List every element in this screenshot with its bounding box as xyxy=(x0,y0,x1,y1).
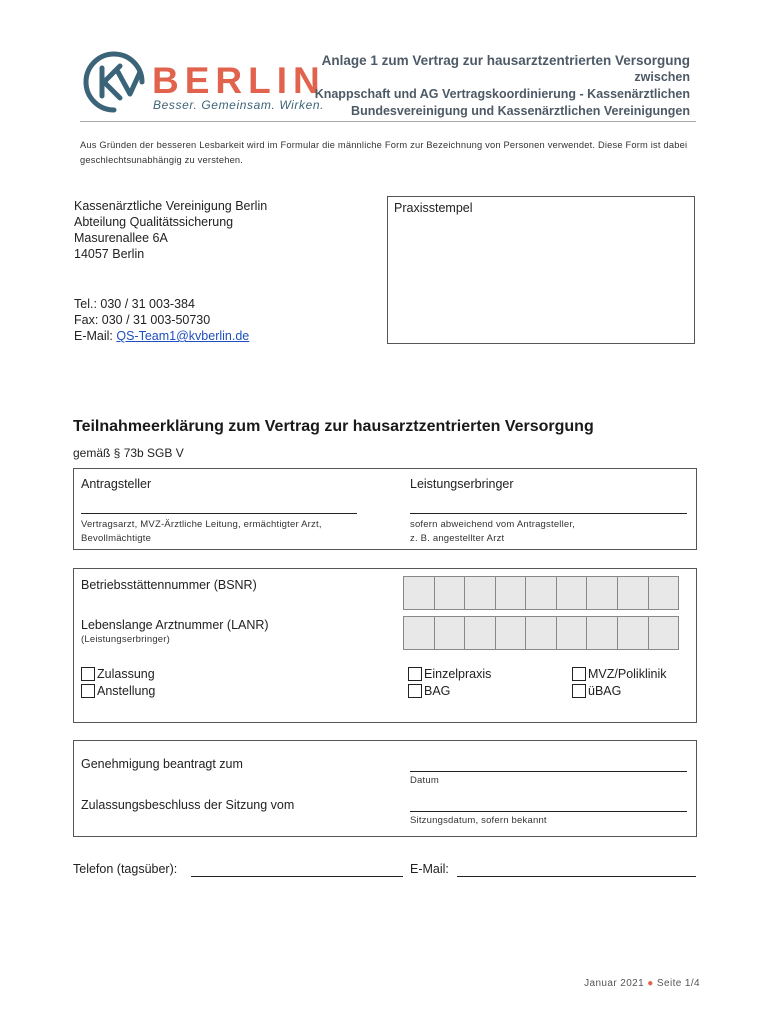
bsnr-digit[interactable] xyxy=(496,577,527,609)
telefon-input[interactable] xyxy=(191,876,403,877)
bag-option[interactable] xyxy=(408,682,491,699)
sitzung-date-input[interactable] xyxy=(410,811,687,812)
footer-separator-dot: ● xyxy=(647,978,654,989)
anstellung-option[interactable] xyxy=(81,682,155,699)
contact-tel: Tel.: 030 / 31 003-384 xyxy=(74,297,195,311)
mvz-checkbox[interactable] xyxy=(572,667,586,681)
anstellung-label: Anstellung xyxy=(97,683,156,698)
approval-dates-section xyxy=(73,740,697,837)
practice-type-group-2 xyxy=(572,665,667,699)
header-divider xyxy=(80,121,696,122)
lanr-hint: (Leistungserbringer) xyxy=(81,634,171,645)
form-title: Teilnahmeerklärung zum Vertrag zur hausarztzentrierten Versorgung xyxy=(73,418,594,435)
address-line-4: 14057 Berlin xyxy=(74,247,145,261)
address-line-1: Kassenärztliche Vereinigung Berlin xyxy=(74,199,268,213)
lanr-digit[interactable] xyxy=(557,617,588,649)
antragsteller-input[interactable] xyxy=(81,513,357,514)
contact-fax: Fax: 030 / 31 003-50730 xyxy=(74,313,211,327)
bsnr-digit[interactable] xyxy=(526,577,557,609)
antragsteller-hint xyxy=(81,518,322,546)
lanr-digit[interactable] xyxy=(465,617,496,649)
bsnr-label: Betriebsstättennummer (BSNR) xyxy=(81,578,257,592)
lanr-digit[interactable] xyxy=(496,617,527,649)
lanr-digit[interactable] xyxy=(404,617,435,649)
kv-logo-icon xyxy=(80,50,148,114)
bsnr-digit[interactable] xyxy=(618,577,649,609)
header-line-3: Knappschaft und AG Vertragskoordinierung - Kassenärztlichen xyxy=(314,87,690,101)
genehmigung-date-input[interactable] xyxy=(410,771,687,772)
footer-date: Januar 2021 xyxy=(584,978,645,989)
praxisstempel-box[interactable] xyxy=(387,196,695,344)
einzelpraxis-label: Einzelpraxis xyxy=(424,666,492,681)
zulassungsbeschluss-label: Zulassungsbeschluss der Sitzung vom xyxy=(81,798,295,812)
antragsteller-hint-1: Vertragsarzt, MVZ-Ärztliche Leitung, ermächtigter Arzt, xyxy=(81,519,322,530)
bsnr-digit[interactable] xyxy=(465,577,496,609)
logo-tagline: Besser. Gemeinsam. Wirken. xyxy=(153,98,325,112)
bag-checkbox[interactable] xyxy=(408,684,422,698)
email-input[interactable] xyxy=(457,876,696,877)
anstellung-checkbox[interactable] xyxy=(81,684,95,698)
uebag-checkbox[interactable] xyxy=(572,684,586,698)
bsnr-digit[interactable] xyxy=(587,577,618,609)
zulassung-label: Zulassung xyxy=(97,666,155,681)
uebag-option[interactable] xyxy=(572,682,667,699)
practice-type-group xyxy=(408,665,491,699)
address-line-2: Abteilung Qualitätssicherung xyxy=(74,215,234,229)
leistungserbringer-label: Leistungserbringer xyxy=(410,477,514,491)
email-label: E-Mail: xyxy=(410,862,449,876)
header-line-2: zwischen xyxy=(634,70,690,84)
bsnr-digit-grid[interactable] xyxy=(403,576,679,610)
mvz-label: MVZ/Poliklinik xyxy=(588,666,667,681)
leistungserbringer-input[interactable] xyxy=(410,513,687,514)
applicant-section xyxy=(73,468,697,550)
zulassung-option[interactable] xyxy=(81,665,155,682)
telefon-label: Telefon (tagsüber): xyxy=(73,862,178,876)
readability-note: Aus Gründen der besseren Lesbarkeit wird im Formular die männliche Form zur Bezeichnung von Personen verwendet. Diese Form ist dabei geschlechtsunabhängig zu verstehen. xyxy=(80,140,688,165)
recipient-address xyxy=(74,198,267,262)
practice-details-section xyxy=(73,568,697,723)
antragsteller-hint-2: Bevollmächtigte xyxy=(81,533,152,544)
contact-email-link[interactable]: QS-Team1@kvberlin.de xyxy=(116,329,250,343)
bsnr-digit[interactable] xyxy=(649,577,679,609)
mvz-option[interactable] xyxy=(572,665,667,682)
logo-wordmark: BERLIN xyxy=(152,60,326,101)
lanr-digit[interactable] xyxy=(435,617,466,649)
contact-email-row xyxy=(74,328,249,344)
datum-hint: Datum xyxy=(410,775,439,786)
lanr-label: Lebenslange Arztnummer (LANR) xyxy=(81,618,269,632)
lanr-digit[interactable] xyxy=(618,617,649,649)
page-footer xyxy=(584,978,700,989)
bsnr-digit[interactable] xyxy=(404,577,435,609)
lanr-digit-grid[interactable] xyxy=(403,616,679,650)
contact-email-label: E-Mail: xyxy=(74,329,117,343)
antragsteller-label: Antragsteller xyxy=(81,477,152,491)
header-line-1: Anlage 1 zum Vertrag zur hausarztzentrierten Versorgung xyxy=(321,53,690,68)
form-subtitle: gemäß § 73b SGB V xyxy=(73,446,184,460)
contact-block xyxy=(74,296,249,344)
lanr-digit[interactable] xyxy=(526,617,557,649)
header-line-4: Bundesvereinigung und Kassenärztlichen Vereinigungen xyxy=(351,104,690,118)
bsnr-digit[interactable] xyxy=(557,577,588,609)
leistungserbringer-hint xyxy=(410,518,575,546)
einzelpraxis-checkbox[interactable] xyxy=(408,667,422,681)
status-checkbox-group xyxy=(81,665,155,699)
lanr-digit[interactable] xyxy=(587,617,618,649)
bsnr-digit[interactable] xyxy=(435,577,466,609)
zulassung-checkbox[interactable] xyxy=(81,667,95,681)
leistungserbringer-hint-2: z. B. angestellter Arzt xyxy=(410,533,505,544)
document-header xyxy=(315,52,690,120)
bag-label: BAG xyxy=(424,683,451,698)
uebag-label: üBAG xyxy=(588,683,622,698)
einzelpraxis-option[interactable] xyxy=(408,665,491,682)
praxisstempel-label: Praxisstempel xyxy=(394,201,473,215)
genehmigung-label: Genehmigung beantragt zum xyxy=(81,757,243,771)
sitzung-hint: Sitzungsdatum, sofern bekannt xyxy=(410,815,547,826)
lanr-digit[interactable] xyxy=(649,617,679,649)
footer-page: Seite 1/4 xyxy=(656,978,700,989)
leistungserbringer-hint-1: sofern abweichend vom Antragsteller, xyxy=(410,519,576,530)
address-line-3: Masurenallee 6A xyxy=(74,231,168,245)
